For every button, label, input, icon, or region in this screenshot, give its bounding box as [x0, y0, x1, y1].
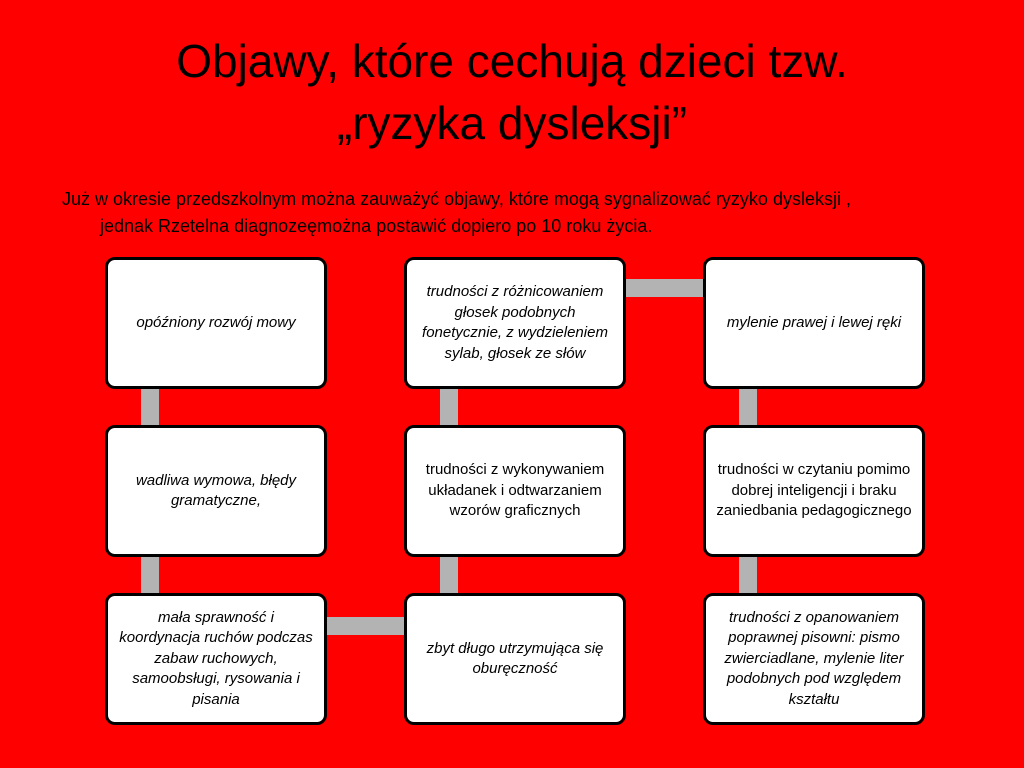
symptom-box-phoneme-discrimination: [404, 257, 626, 389]
symptom-box-label: mylenie prawej i lewej ręki: [726, 313, 902, 331]
symptom-box-label: opóźniony rozwój mowy: [136, 313, 296, 331]
connector-col1-row2-row3: [141, 555, 159, 595]
slide-title: [0, 30, 1024, 154]
intro-text-line-1: Już w okresie przedszkolnym można zauważyć objawy, które mogą sygnalizować ryzyko dysleksji ,: [62, 189, 851, 209]
symptom-box-motor-coordination: [105, 593, 327, 725]
symptom-box-spelling-difficulty: [703, 593, 925, 725]
symptom-box-label: trudności z opanowaniem poprawnej pisowni: pismo zwierciadlane, mylenie liter podobnych pod względem kształtu: [724, 608, 904, 708]
symptom-box-label: trudności z różnicowaniem głosek podobnych fonetycznie, z wydzieleniem sylab, głosek ze słów: [422, 283, 608, 362]
symptom-box-label: trudności w czytaniu pomimo dobrej inteligencji i braku zaniedbania pedagogicznego: [716, 461, 912, 520]
connector-col1-row1-row2: [141, 387, 159, 427]
connector-col2-row2-row1: [440, 387, 458, 427]
connector-col3-row2-row3: [739, 555, 757, 595]
symptom-box-label: zbyt długo utrzymująca się oburęczność: [426, 639, 604, 677]
symptom-box-puzzle-pattern-difficulty: [404, 425, 626, 557]
connector-col3-row1-row2: [739, 387, 757, 427]
slide-title-line-1: Objawy, które cechują dzieci tzw.: [176, 35, 848, 87]
symptom-box-label: trudności z wykonywaniem układanek i odtwarzaniem wzorów graficznych: [425, 461, 605, 520]
symptom-box-speech-grammar-errors: [105, 425, 327, 557]
slide-title-line-2: „ryzyka dysleksji”: [336, 97, 688, 149]
symptom-box-ambidexterity: [404, 593, 626, 725]
connector-row3-col1-col2: [325, 617, 406, 635]
symptom-box-delayed-speech: [105, 257, 327, 389]
connector-col2-row3-row2: [440, 555, 458, 595]
intro-text-line-2: jednak Rzetelna diagnozeęmożna postawić dopiero po 10 roku życia.: [100, 216, 653, 236]
connector-row1-col2-col3: [624, 279, 705, 297]
symptom-box-left-right-confusion: [703, 257, 925, 389]
intro-text: [62, 186, 982, 240]
symptom-box-reading-difficulty: [703, 425, 925, 557]
symptom-box-label: mała sprawność i koordynacja ruchów podczas zabaw ruchowych, samoobsługi, rysowania i pisania: [119, 608, 313, 708]
symptom-box-label: wadliwa wymowa, błędy gramatyczne,: [135, 471, 297, 509]
